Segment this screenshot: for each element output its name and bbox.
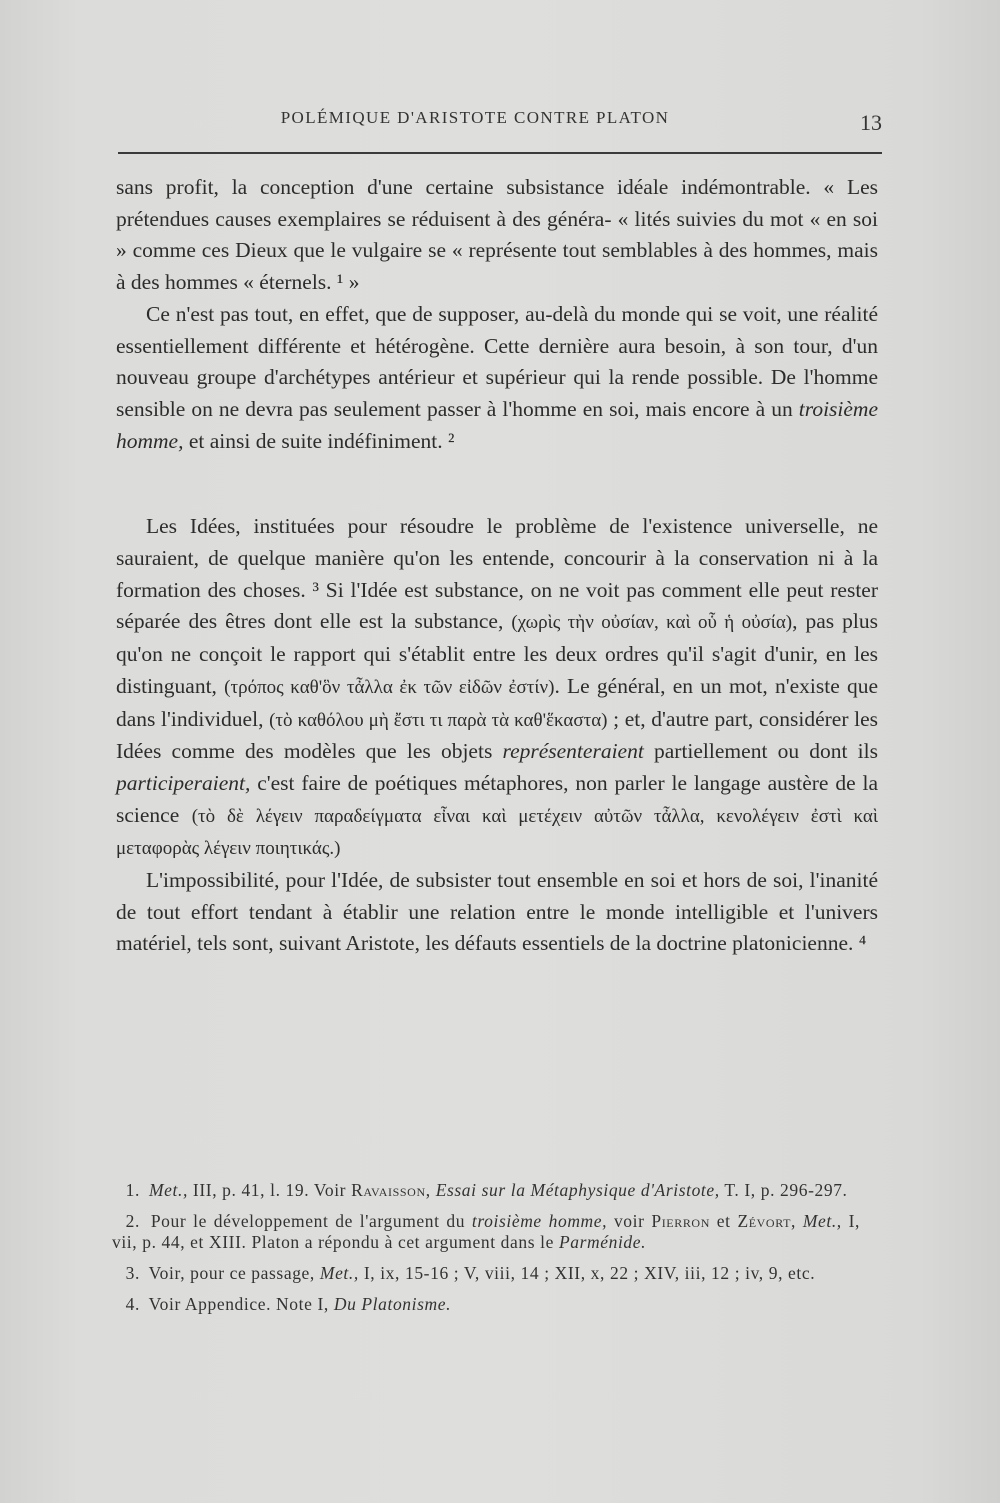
page-number: 13 — [860, 110, 882, 135]
footnote-1-met: Met., — [148, 1180, 188, 1200]
header-rule — [118, 152, 882, 154]
greek-quote-2: (τρόπος καθ'ὃν τἆλλα ἐκ τῶν εἰδῶν ἐστίν) — [224, 676, 555, 698]
footnote-2-text-e: et — [709, 1211, 738, 1231]
footnote-2-text-h: I, vii, p. 44, et XIII. Platon a répondu à cet argument dans le — [112, 1211, 860, 1252]
footnote-1-author: Ravaisson, — [351, 1180, 431, 1200]
footnote-3-number: 3. — [125, 1263, 140, 1283]
greek-quote-3: (τὸ καθόλου μὴ ἔστι τι παρὰ τὰ καθ'ἕκαστα) — [269, 709, 608, 731]
paragraph-4: L'impossibilité, pour l'Idée, de subsister tout ensemble en soi et hors de soi, l'inanité de tout effort tendant à établir une relation entre le monde intelligible et l'univers matériel, tels sont, suivant Aristote, les défauts essentiels de la doctrine platonicienne. ⁴ — [116, 868, 878, 956]
footnote-4-title: Du Platonisme. — [333, 1294, 452, 1314]
footnote-2 — [112, 1211, 860, 1253]
paragraph-3 — [116, 511, 878, 865]
paragraph-2-text-b: et ainsi de suite indéfiniment. ² — [183, 428, 455, 453]
footnote-2-met: Met., — [802, 1211, 842, 1231]
footnote-1-number: 1. — [125, 1180, 140, 1200]
greek-quote-1: (χωρὶς τὴν οὐσίαν, καὶ οὗ ἡ οὐσία) — [511, 612, 793, 634]
footnote-2-italic: troisième homme, — [471, 1211, 608, 1231]
footnote-2-author-2: Zévort, — [737, 1211, 796, 1231]
footnote-1 — [112, 1180, 860, 1201]
paragraph-2-italic: troisième homme, — [116, 396, 878, 453]
paragraph-3-text-4: ; et, d'autre part, considérer les Idées comme des modèles que les objets — [116, 706, 879, 764]
paragraph-3-text-2: , pas plus qu'on ne conçoit le rapport qui s'établit entre les deux ordres qu'il s'agit d'unir, en les distinguant, — [116, 609, 879, 698]
paragraph-1: sans profit, la conception d'une certaine subsistance idéale indémontrable. « Les prétendues causes exemplaires se réduisent à des généra- « lités suivies du mot « en soi » comme ces Dieux que le vulgaire se « représente tout semblables à des hommes, mais à des hommes « éternels. ¹ » — [116, 175, 878, 295]
paragraph-3-italic-2: participeraient, — [116, 770, 251, 795]
footnote-2-number: 2. — [125, 1211, 140, 1231]
paragraph-2 — [116, 299, 878, 458]
footnote-2-author-1: Pierron — [651, 1211, 710, 1231]
footnote-2-title: Parménide. — [558, 1232, 647, 1252]
greek-quote-4: (τὸ δὲ λέγειν παραδείγματα εἶναι καὶ μετέχειν αὐτῶν τἆλλα, κενολέγειν ἐστὶ καὶ μεταφορὰς λέγειν ποιητικάς.) — [116, 805, 879, 860]
paragraph-3-text-1: Les Idées, instituées pour résoudre le problème de l'existence universelle, ne sauraient, de quelque manière qu'on les entende, concourir à la conservation ni à la formation des choses. ³ Si l'Idée est substance, on ne voit pas comment elle peut rester séparée des êtres dont elle est la substance, — [116, 514, 878, 634]
footnote-1-ref: T. I, p. 296-297. — [719, 1180, 848, 1200]
footnote-4-text-a: Voir Appendice. Note I, — [148, 1294, 334, 1314]
running-title: POLÉMIQUE D'ARISTOTE CONTRE PLATON — [280, 108, 670, 127]
footnote-2-text-c: voir — [607, 1211, 652, 1231]
footnote-4 — [112, 1294, 860, 1315]
paragraph-2-text-a: Ce n'est pas tout, en effet, que de supposer, au-delà du monde qui se voit, une réalité essentiellement différente et hétérogène. Cette dernière aura besoin, à son tour, d'un nouveau groupe d'archétypes antérieur et supérieur qui la rende possible. De l'homme sensible on ne devra pas seulement passer à l'homme en soi, mais encore à un — [116, 301, 878, 421]
footnotes — [112, 1180, 860, 1325]
footnote-4-number: 4. — [125, 1294, 140, 1314]
paragraph-3-text-6: c'est faire de poétiques métaphores, non parler le langage austère de la science — [116, 770, 878, 827]
page-header — [118, 100, 882, 156]
footnote-1-text: III, p. 41, l. 19. Voir — [187, 1180, 352, 1200]
footnote-2-text-a: Pour le développement de l'argument du — [150, 1211, 472, 1231]
main-text — [116, 172, 878, 960]
paragraph-3-text-3: . Le général, en un mot, n'existe que dans l'individuel, — [116, 673, 878, 731]
footnote-3-met: Met., — [319, 1263, 359, 1283]
paragraph-3-text-5: partiellement ou dont ils — [643, 739, 878, 764]
footnote-3 — [112, 1263, 860, 1284]
footnote-3-text-a: Voir, pour ce passage, — [148, 1263, 320, 1283]
footnote-3-text-c: I, ix, 15-16 ; V, viii, 14 ; XII, x, 22 ; XIV, iii, 12 ; iv, 9, etc. — [358, 1263, 816, 1283]
footnote-1-title: Essai sur la Métaphysique d'Aristote, — [435, 1180, 720, 1200]
paragraph-3-italic-1: représenteraient — [502, 739, 644, 764]
